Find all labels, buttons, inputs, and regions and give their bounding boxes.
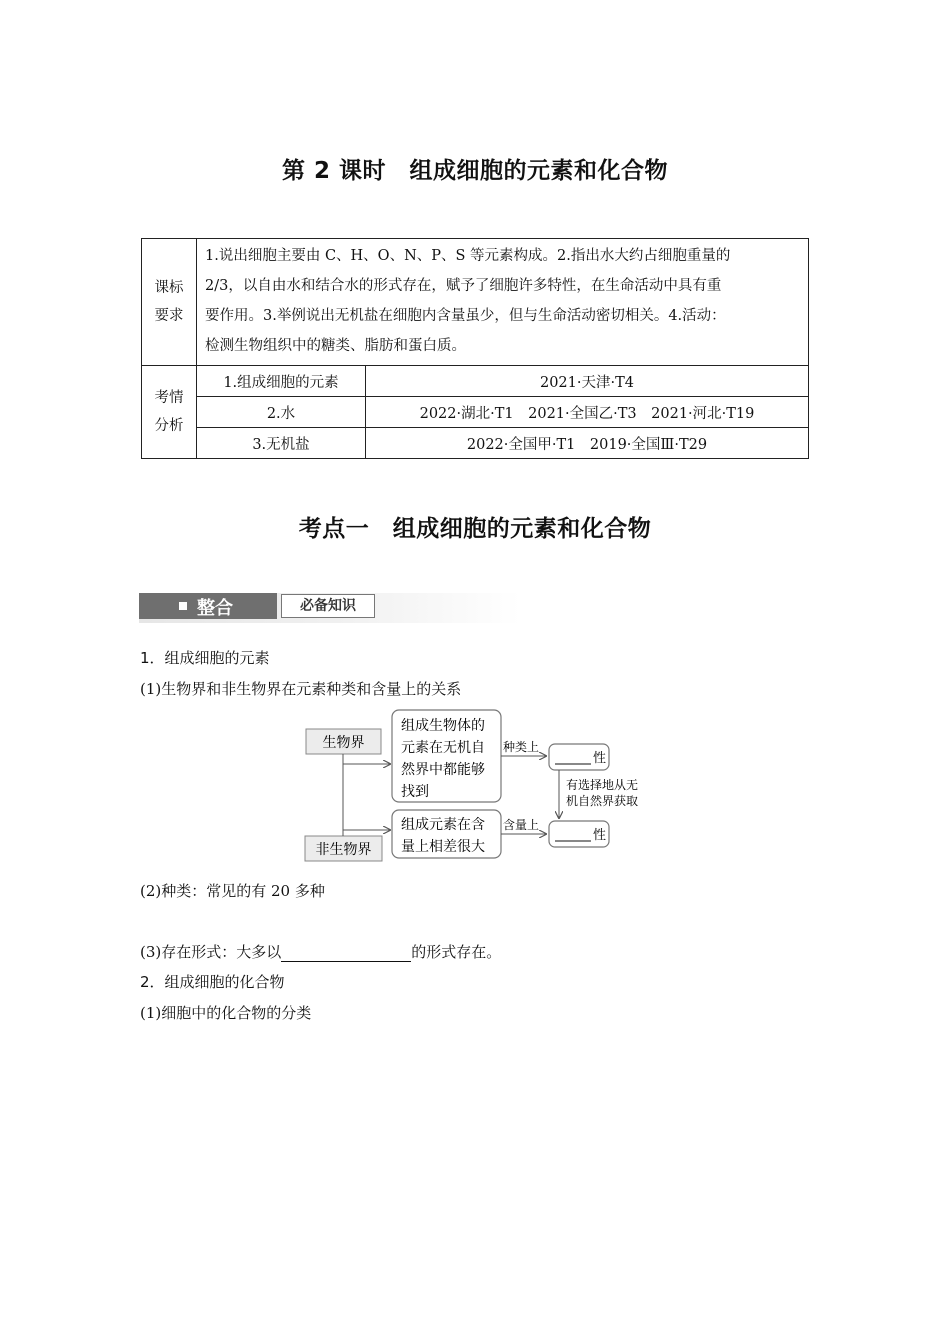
exam-analysis-header: 考情 分析 [142, 366, 197, 459]
box-text: 元素在无机自 [401, 740, 485, 756]
heading-elements: 1．组成细胞的元素 [140, 649, 270, 667]
box-text: 组成元素在含 [401, 817, 485, 833]
lesson-title: 第 2 课时 组成细胞的元素和化合物 [281, 158, 669, 184]
box-text: 然界中都能够 [401, 762, 485, 778]
exam-list: 2021·天津·T4 [366, 366, 809, 397]
arrow-label-amount: 含量上 [503, 818, 540, 832]
item-form: (3)存在形式：大多以 的形式存在。 [140, 943, 502, 961]
arrow-label-kind: 种类上 [503, 740, 540, 754]
heading-compounds: 2．组成细胞的化合物 [140, 973, 285, 991]
requirements-text: 1.说出细胞主要由 C、H、O、N、P、S 等元素构成。2.指出水大约占细胞重量的 2/3，以自由水和结合水的形式存在，赋予了细胞许多特性，在生命活动中具有重 要作用。3.举例说出无机盐在细胞内含量虽少，但与生命活动密切相关。4.活动： 检测生物组织中的糖类、脂肪和蛋白质。 [197, 239, 809, 366]
section-title: 考点一 组成细胞的元素和化合物 [298, 516, 652, 542]
result-suffix: 性 [593, 751, 607, 766]
section-bar-label: 整合 [197, 598, 233, 619]
box-text: 找到 [401, 784, 429, 800]
exam-list: 2022·湖北·T1 2021·全国乙·T3 2021·河北·T19 [366, 397, 809, 428]
exam-topic: 2.水 [197, 397, 366, 428]
box-text: 量上相差很大 [401, 839, 485, 855]
item-relationship: (1)生物界和非生物界在元素种类和含量上的关系 [140, 680, 462, 698]
non-biosphere-label: 非生物界 [315, 842, 372, 858]
item-classification: (1)细胞中的化合物的分类 [140, 1004, 312, 1022]
vertical-label: 有选择地从无 [566, 778, 639, 792]
exam-topic: 3.无机盐 [197, 428, 366, 459]
box-text: 组成生物体的 [401, 718, 485, 734]
vertical-label: 机自然界获取 [566, 794, 639, 808]
exam-topic: 1.组成细胞的元素 [197, 366, 366, 397]
fill-blank [281, 945, 411, 962]
section-bar-tag: 必备知识 [281, 594, 375, 618]
result-suffix: 性 [593, 828, 607, 843]
item-types: (2)种类：常见的有 20 多种 [140, 882, 325, 900]
exam-list: 2022·全国甲·T1 2019·全国Ⅲ·T29 [366, 428, 809, 459]
requirements-header: 课标 要求 [142, 239, 197, 366]
biosphere-label: 生物界 [322, 735, 365, 751]
